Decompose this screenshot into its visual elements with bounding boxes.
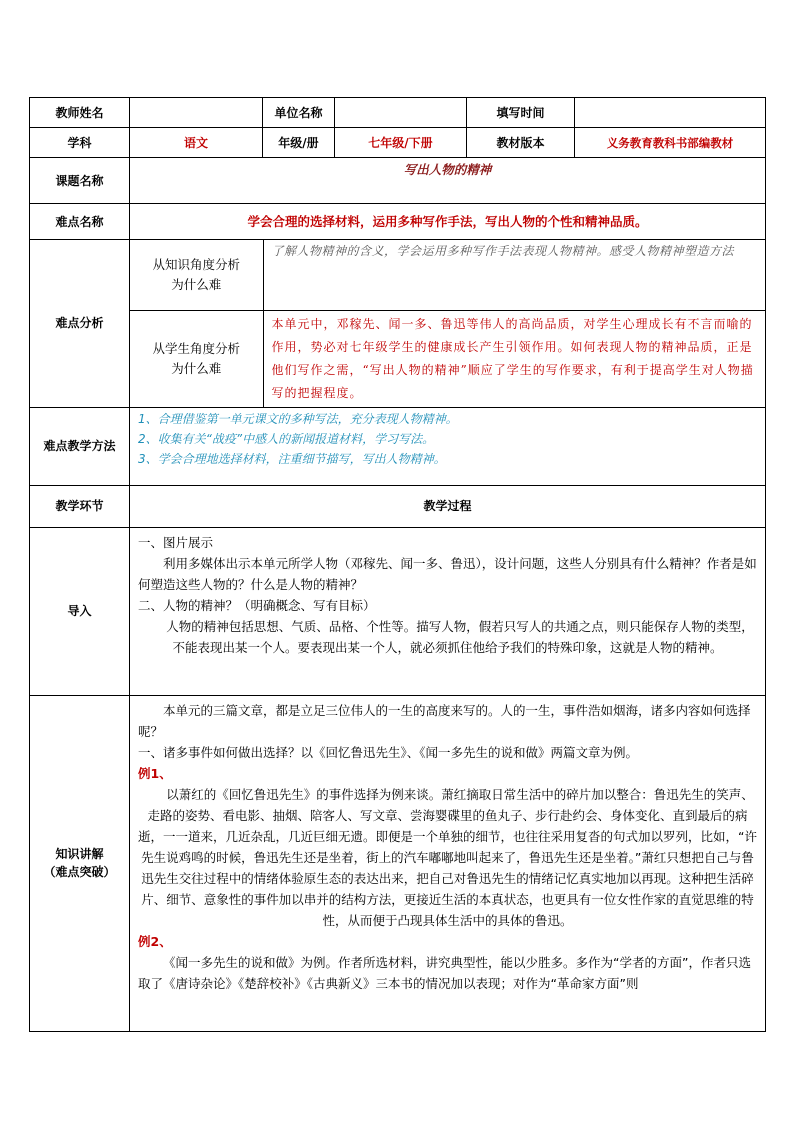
intro-row <box>30 527 766 695</box>
difficulty-value: 学会合理的选择材料，运用多种写作手法，写出人物的个性和精神品质。 <box>130 204 766 240</box>
knowledge-heading-1: 一、诸多事件如何做出选择？以《回忆鲁迅先生》、《闻一多先生的说和做》两篇文章为例。 <box>138 744 639 760</box>
analysis-inner-table <box>130 240 765 407</box>
student-angle-label: 从学生角度分析为什么难 <box>130 310 263 407</box>
knowledge-label: 知识讲解 <box>55 847 104 861</box>
method-item: 2、收集有关“战疫”中感人的新闻报道材料，学习写法。 <box>138 431 435 446</box>
subject-label: 学科 <box>30 128 130 158</box>
example-1-text: 以萧红的《回忆鲁迅先生》的事件选择为例来谈。萧红摘取日常生活中的碎片加以整合：鲁迅先生的笑声、走路的姿势、看电影、抽烟、陪客人、写文章、尝海婴碟里的鱼丸子、步行赴约会、身体变化、直到最后的病逝，一一道来，几近杂乱，几近巨细无遗。即便是一个单独的细节，也往往采用复沓的句式加以罗列，比如，“许先生说鸡鸣的时候，鲁迅先生还是坐着，街上的汽车嘟嘟地叫起来了，鲁迅先生还是坐着。”萧红只想把自己与鲁迅先生交往过程中的情绪体验原生态的表达出来，把自己对鲁迅先生的情绪记忆真实地加以再现。这种把生活碎片、细节、意象性的事件加以串并的结构方法，更接近生活的本真状态，也更具有一位女性作家的直觉思维的特性，从而便于凸现具体生活中的具体的鲁迅。 <box>138 786 757 928</box>
process-header: 教学过程 <box>130 485 766 527</box>
edition-label: 教材版本 <box>467 128 575 158</box>
student-angle-text: 本单元中，邓稼先、闻一多、鲁迅等伟人的高尚品质，对学生心理成长有不言而喻的作用，势必对七年级学生的健康成长产生引领作用。如何表现人物的精神品质，正是他们写作之需，“写出人物的精神”顺应了学生的写作要求，有利于提高学生对人物描写的把握程度。 <box>263 310 765 407</box>
knowledge-content <box>130 695 766 1031</box>
unit-value <box>335 98 467 128</box>
knowledge-angle-label: 从知识角度分析为什么难 <box>130 240 263 310</box>
topic-label: 课题名称 <box>30 158 130 204</box>
teacher-label: 教师姓名 <box>30 98 130 128</box>
grade-label: 年级/册 <box>263 128 335 158</box>
process-header-row <box>30 485 766 527</box>
stage-header: 教学环节 <box>30 485 130 527</box>
date-value <box>575 98 766 128</box>
header-row-2 <box>30 128 766 158</box>
analysis-student-row <box>130 310 765 407</box>
knowledge-angle-text: 了解人物精神的含义，学会运用多种写作手法表现人物精神。感受人物精神塑造方法 <box>263 240 765 310</box>
difficulty-label: 难点名称 <box>30 204 130 240</box>
grade-value: 七年级/下册 <box>335 128 467 158</box>
example-2-label: 例2、 <box>138 933 172 949</box>
example-1-label: 例1、 <box>138 765 172 781</box>
lesson-plan-sheet <box>29 97 765 1032</box>
analysis-label: 难点分析 <box>30 240 130 408</box>
knowledge-row <box>30 695 766 1031</box>
knowledge-label-cell <box>30 695 130 1031</box>
knowledge-sublabel: （难点突破） <box>43 865 116 879</box>
teacher-value <box>130 98 263 128</box>
methods-row <box>30 407 766 485</box>
analysis-knowledge-row <box>130 240 765 310</box>
example-2-text: 《闻一多先生的说和做》为例。作者所选材料，讲究典型性，能以少胜多。多作为“学者的方面”，作者只选取了《唐诗杂论》《楚辞校补》《古典新义》三本书的情况加以表现；对作为“革命家方面”则 <box>138 954 751 991</box>
knowledge-intro: 本单元的三篇文章，都是立足三位伟人的一生的高度来写的。人的一生，事件浩如烟海，诸多内容如何选择呢？ <box>138 702 751 739</box>
methods-label: 难点教学方法 <box>30 407 130 485</box>
intro-heading-2: 二、人物的精神？（明确概念、写有目标） <box>138 597 376 613</box>
unit-label: 单位名称 <box>263 98 335 128</box>
intro-heading-1: 一、图片展示 <box>138 534 214 550</box>
methods-list <box>130 407 766 485</box>
date-label: 填写时间 <box>467 98 575 128</box>
intro-paragraph-2: 人物的精神包括思想、气质、品格、个性等。描写人物，假若只写人的共通之点，则只能保存人物的类型，不能表现出某一个人。要表现出某一个人，就必须抓住他给予我们的特殊印象，这就是人物的精神。 <box>166 618 754 655</box>
analysis-content <box>130 240 766 408</box>
lesson-plan-table <box>29 97 766 1032</box>
intro-paragraph-1: 利用多媒体出示本单元所学人物（邓稼先、闻一多、鲁迅），设计问题，这些人分别具有什么精神？作者是如何塑造这些人物的？什么是人物的精神？ <box>138 555 757 592</box>
topic-value: 写出人物的精神 <box>130 158 766 204</box>
edition-value: 义务教育教科书部编教材 <box>575 128 766 158</box>
intro-label: 导入 <box>30 527 130 695</box>
method-item: 3、学会合理地选择材料，注重细节描写，写出人物精神。 <box>138 451 446 466</box>
difficulty-row <box>30 204 766 240</box>
topic-row <box>30 158 766 204</box>
subject-value: 语文 <box>130 128 263 158</box>
method-item: 1、合理借鉴第一单元课文的多种写法，充分表现人物精神。 <box>138 411 458 426</box>
intro-content <box>130 527 766 695</box>
analysis-row <box>30 240 766 408</box>
header-row-1 <box>30 98 766 128</box>
